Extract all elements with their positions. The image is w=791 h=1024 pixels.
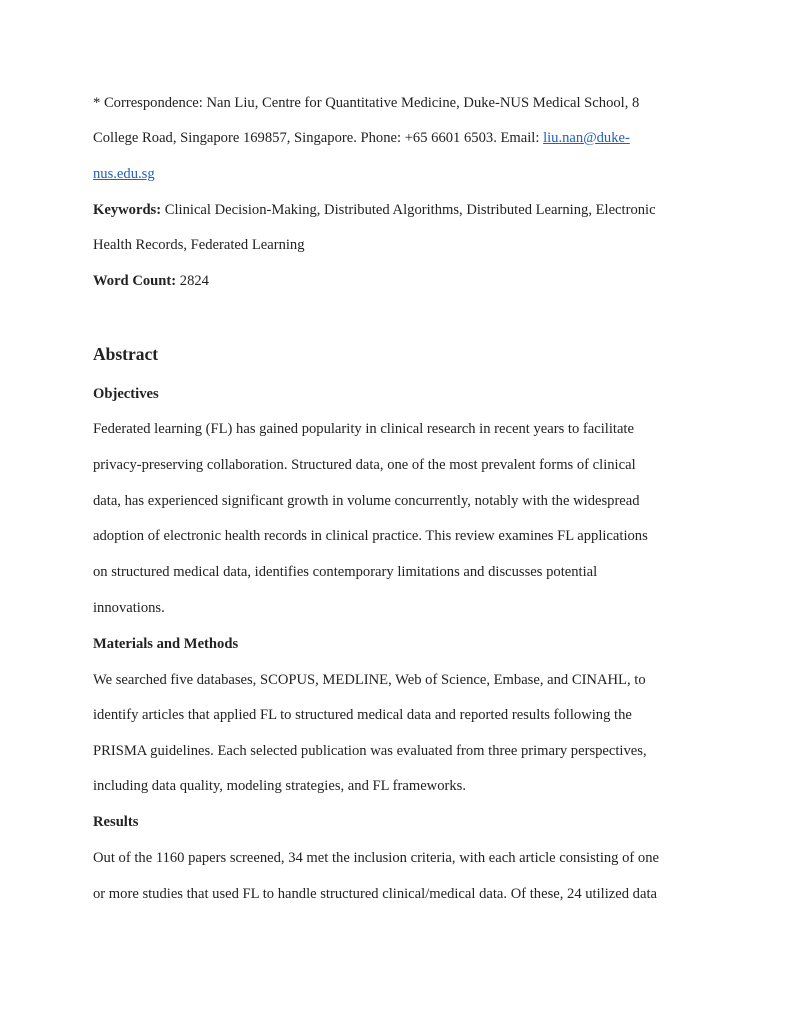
word-count-label: Word Count: bbox=[93, 273, 177, 289]
methods-heading: Materials and Methods bbox=[93, 636, 239, 652]
email-link-continued[interactable]: nus.edu.sg bbox=[93, 166, 155, 182]
correspondence-line-3 bbox=[93, 165, 155, 183]
objectives-line: Federated learning (FL) has gained popularity in clinical research in recent years to facilitate bbox=[93, 421, 634, 437]
methods-line: identify articles that applied FL to structured medical data and reported results following the bbox=[93, 707, 632, 723]
methods-line: We searched five databases, SCOPUS, MEDLINE, Web of Science, Embase, and CINAHL, to bbox=[93, 672, 646, 688]
correspondence-line-2-text: College Road, Singapore 169857, Singapore. Phone: +65 6601 6503. Email: bbox=[93, 130, 544, 146]
keywords-label: Keywords: bbox=[93, 202, 162, 218]
objectives-line: privacy-preserving collaboration. Structured data, one of the most prevalent forms of clinical bbox=[93, 457, 636, 473]
results-line: or more studies that used FL to handle structured clinical/medical data. Of these, 24 utilized data bbox=[93, 886, 657, 902]
keywords-line-2: Health Records, Federated Learning bbox=[93, 237, 305, 253]
results-heading: Results bbox=[93, 814, 139, 830]
objectives-line: adoption of electronic health records in clinical practice. This review examines FL applications bbox=[93, 528, 648, 544]
keywords-text-1: Clinical Decision-Making, Distributed Algorithms, Distributed Learning, Electronic bbox=[161, 202, 656, 218]
objectives-line: on structured medical data, identifies contemporary limitations and discusses potential bbox=[93, 564, 598, 580]
methods-line: including data quality, modeling strategies, and FL frameworks. bbox=[93, 778, 466, 794]
correspondence-line-1: * Correspondence: Nan Liu, Centre for Quantitative Medicine, Duke-NUS Medical School, 8 bbox=[93, 95, 640, 111]
results-line: Out of the 1160 papers screened, 34 met the inclusion criteria, with each article consisting of one bbox=[93, 850, 659, 866]
objectives-line: data, has experienced significant growth in volume concurrently, notably with the widespread bbox=[93, 493, 640, 509]
correspondence-line-2 bbox=[93, 129, 630, 147]
email-link[interactable]: liu.nan@duke- bbox=[543, 130, 630, 146]
objectives-line: innovations. bbox=[93, 600, 165, 616]
methods-line: PRISMA guidelines. Each selected publication was evaluated from three primary perspectives, bbox=[93, 743, 647, 759]
keywords-line-1 bbox=[93, 201, 656, 219]
word-count-value: 2824 bbox=[176, 273, 209, 289]
objectives-heading: Objectives bbox=[93, 386, 159, 402]
abstract-title: Abstract bbox=[93, 344, 159, 364]
word-count bbox=[93, 272, 209, 290]
